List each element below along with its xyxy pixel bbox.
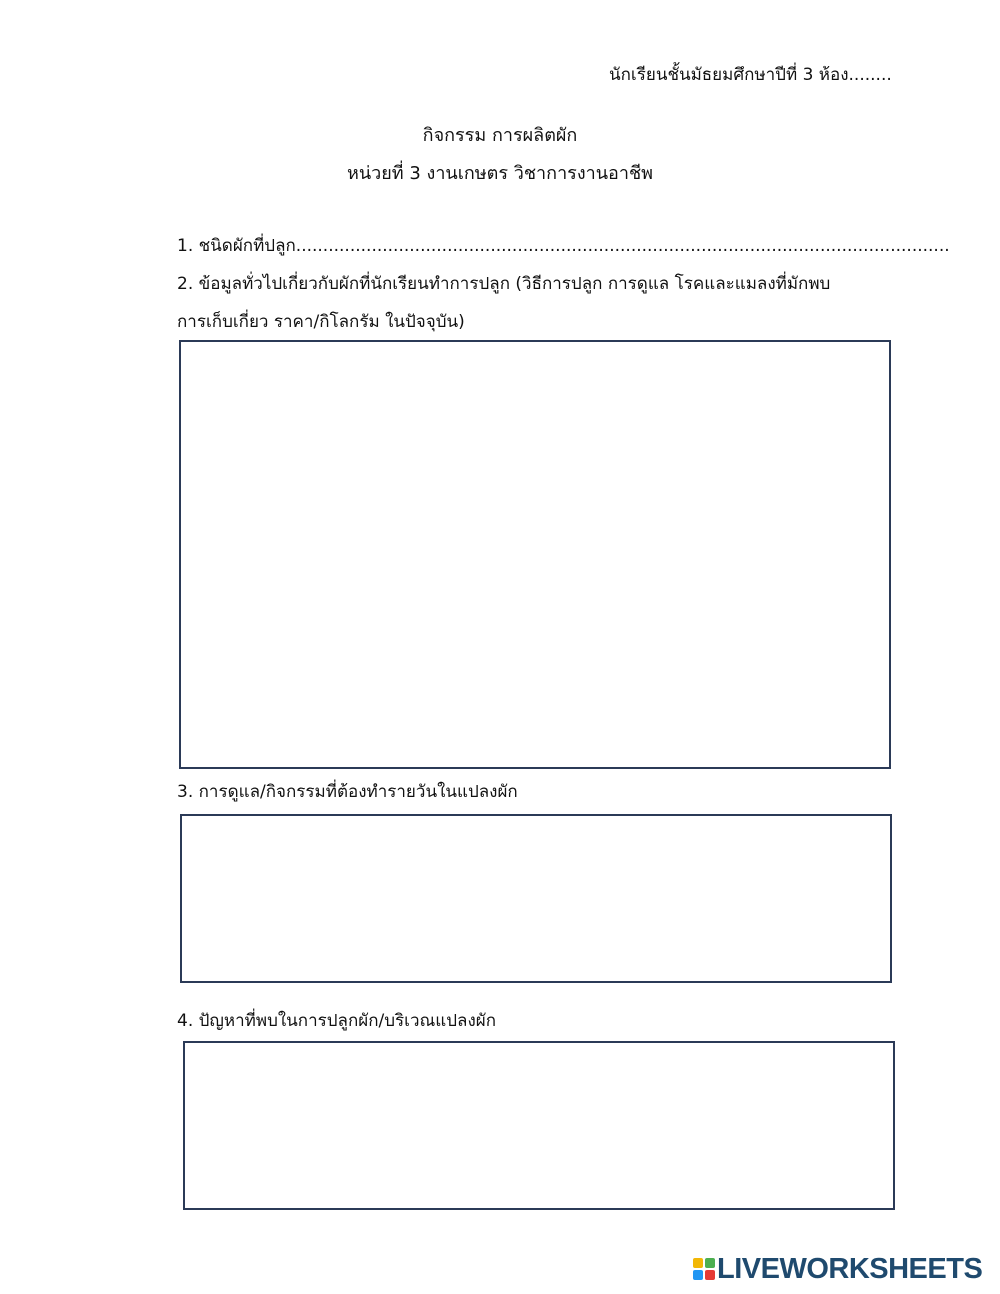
question-2-line-2: การเก็บเกี่ยว ราคา/กิโลกรัม ในปัจจุบัน) xyxy=(177,312,465,332)
unit-subtitle: หน่วยที่ 3 งานเกษตร วิชาการงานอาชีพ xyxy=(346,163,654,184)
answer-box-question-2[interactable] xyxy=(179,340,891,769)
question-2-line-1: 2. ข้อมูลทั่วไปเกี่ยวกับผักที่นักเรียนทำการปลูก (วิธีการปลูก การดูแล โรคและแมลงที่มักพบ xyxy=(177,274,831,294)
question-4-problems: 4. ปัญหาที่พบในการปลูกผัก/บริเวณแปลงผัก xyxy=(177,1011,496,1031)
liveworksheets-logo xyxy=(693,1252,982,1286)
logo-tile-1 xyxy=(693,1258,703,1268)
class-room-line: นักเรียนชั้นมัธยมศึกษาปีที่ 3 ห้อง........ xyxy=(609,65,892,85)
question-1-vegetable-type: 1. ชนิดผักที่ปลูก......................................................................................................................... xyxy=(177,236,950,256)
answer-box-question-3[interactable] xyxy=(180,814,892,983)
liveworksheets-logo-icon xyxy=(693,1258,715,1280)
liveworksheets-wordmark: LIVEWORKSHEETS xyxy=(717,1252,983,1285)
activity-title: กิจกรรม การผลิตผัก xyxy=(422,125,578,146)
logo-tile-3 xyxy=(693,1270,703,1280)
logo-tile-4 xyxy=(705,1270,715,1280)
logo-tile-2 xyxy=(705,1258,715,1268)
question-3-daily-care: 3. การดูแล/กิจกรรมที่ต้องทำรายวันในแปลงผัก xyxy=(177,782,518,802)
answer-box-question-4[interactable] xyxy=(183,1041,895,1210)
